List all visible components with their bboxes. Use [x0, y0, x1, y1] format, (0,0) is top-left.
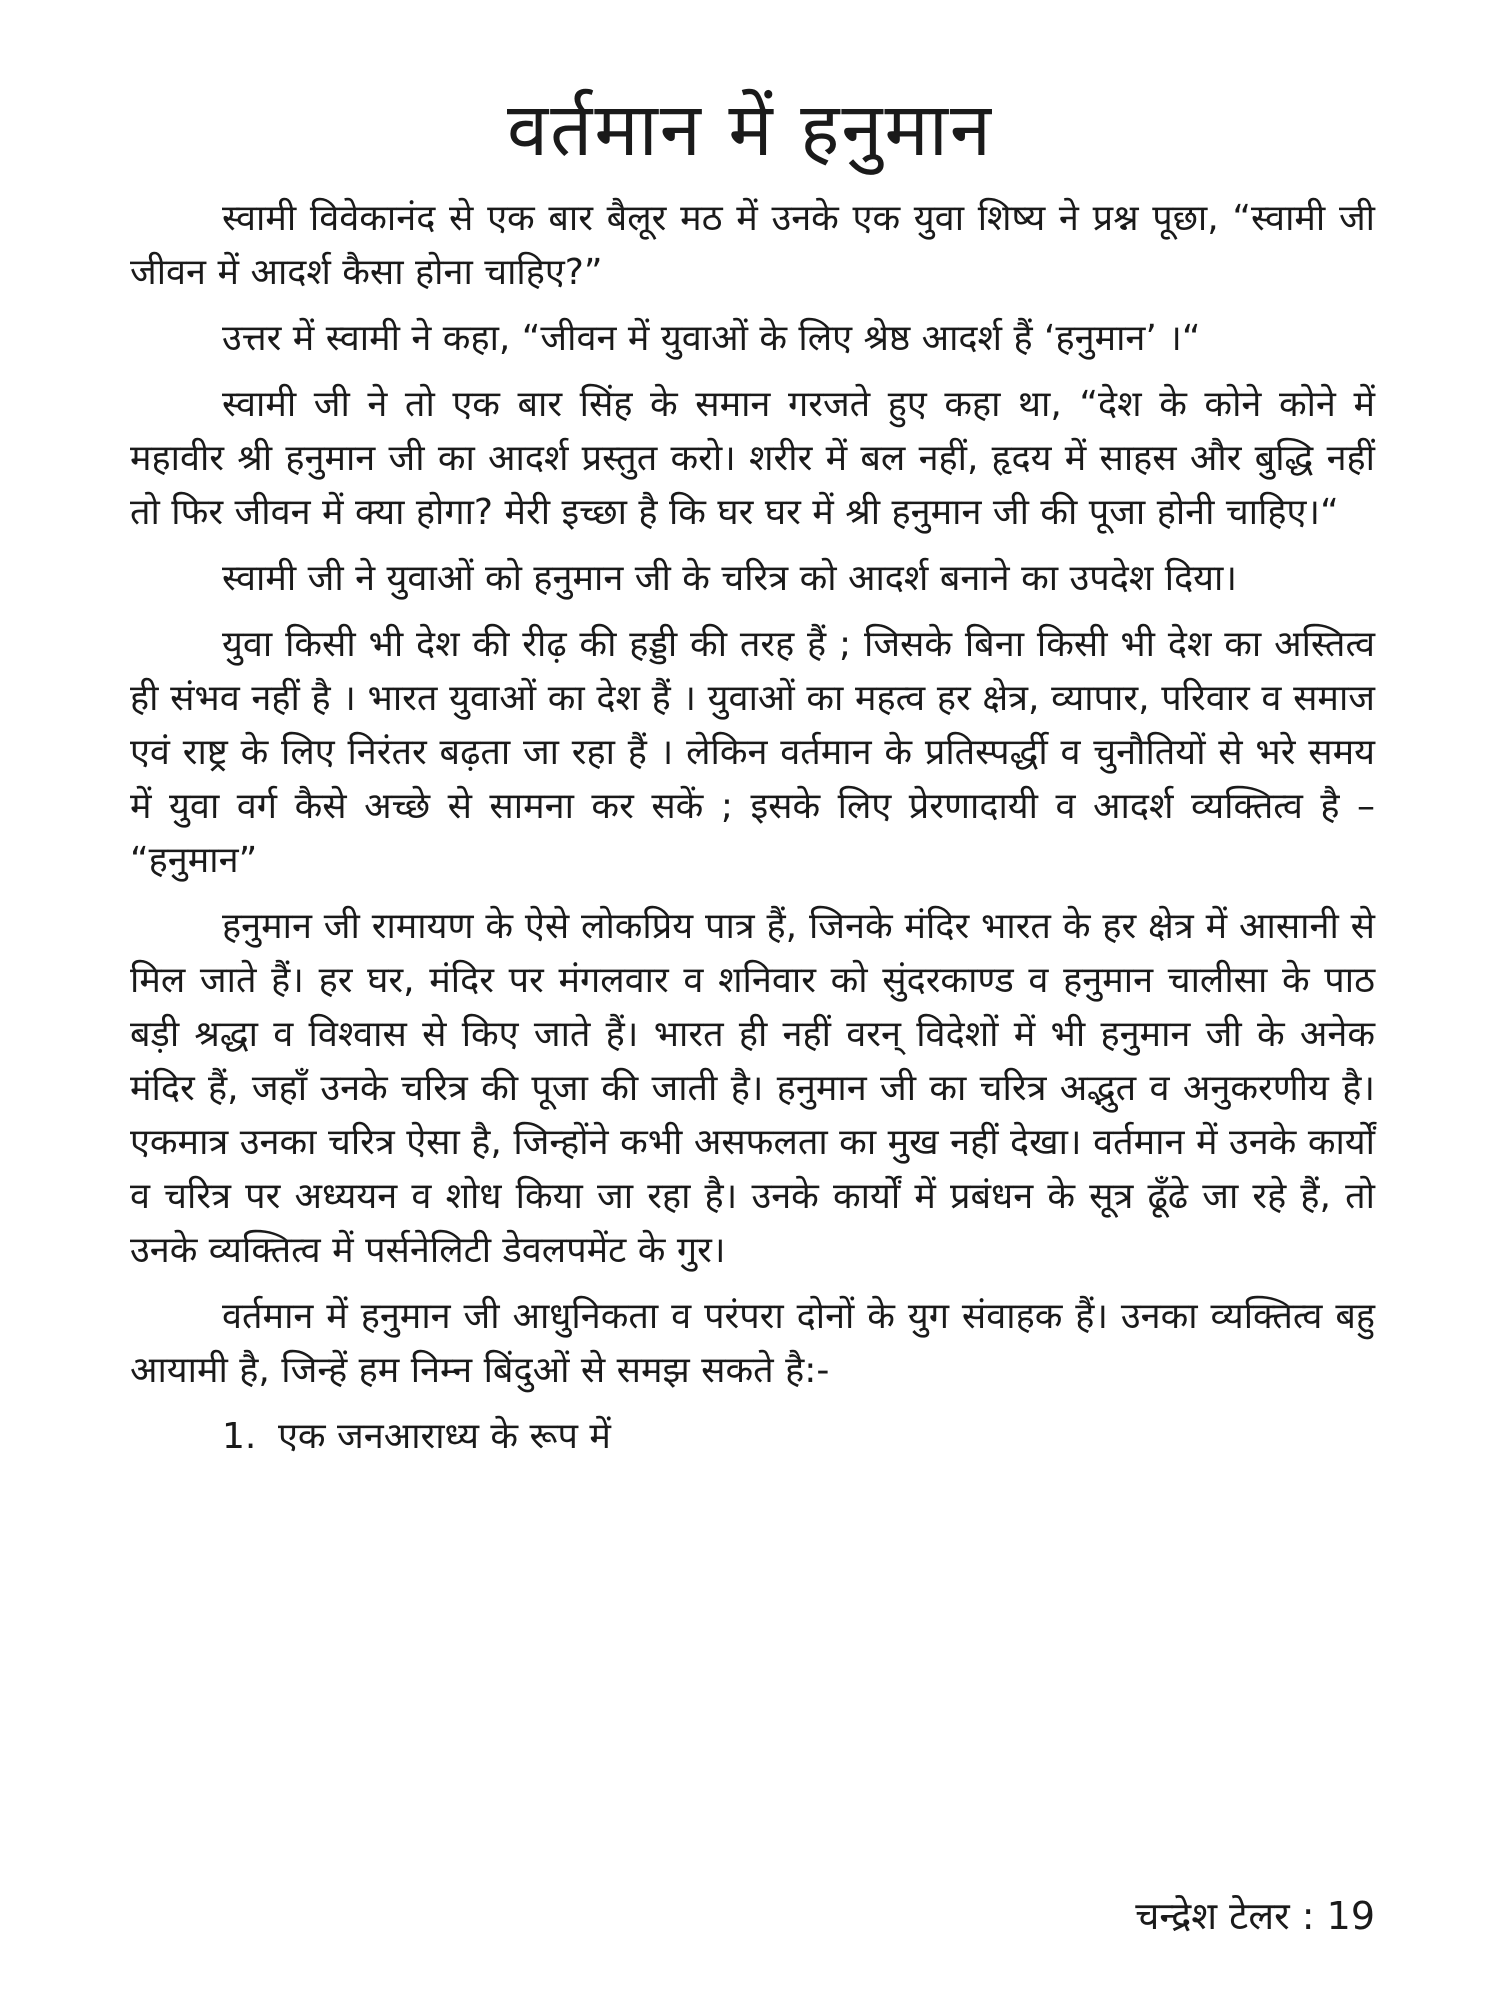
footer-separator: : [1301, 1894, 1315, 1938]
paragraph-1: स्वामी विवेकानंद से एक बार बैलूर मठ में उनके एक युवा शिष्य ने प्रश्न पूछा, “स्वामी जी जीवन में आदर्श कैसा होना चाहिए?” [130, 198, 1375, 293]
page-title: वर्तमान में हनुमान [507, 86, 993, 173]
page-footer [1135, 1894, 1375, 1940]
paragraph-3: स्वामी जी ने तो एक बार सिंह के समान गरजते हुए कहा था, “देश के कोने कोने में महावीर श्री हनुमान जी का आदर्श प्रस्तुत करो। शरीर में बल नहीं, हृदय में साहस और बुद्धि नहीं तो फिर जीवन में क्या होगा? मेरी इच्छा है कि घर घर में श्री हनुमान जी की पूजा होनी चाहिए।“ [130, 384, 1375, 533]
paragraph-7: वर्तमान में हनुमान जी आधुनिकता व परंपरा दोनों के युग संवाहक हैं। उनका व्यक्तित्व बहु आयामी है, जिन्हें हम निम्न बिंदुओं से समझ सकते है:- [130, 1296, 1375, 1391]
body-text [130, 192, 1375, 1464]
paragraph-4: स्वामी जी ने युवाओं को हनुमान जी के चरित्र को आदर्श बनाने का उपदेश दिया। [222, 558, 1238, 599]
paragraph-5: युवा किसी भी देश की रीढ़ की हड्डी की तरह हैं ; जिसके बिना किसी भी देश का अस्तित्व ही संभव नहीं है । भारत युवाओं का देश हैं । युवाओं का महत्व हर क्षेत्र, व्यापार, परिवार व समाज एवं राष्ट्र के लिए निरंतर बढ़ता जा रहा हैं । लेकिन वर्तमान के प्रतिस्पर्द्धी व चुनौतियों से भरे समय में युवा वर्ग कैसे अच्छे से सामना कर सकें ; इसके लिए प्रेरणादायी व आदर्श व्यक्तित्व है – “हनुमान” [130, 624, 1375, 881]
list-item-text: एक जनआराध्य के रूप में [278, 1416, 611, 1457]
paragraph-6: हनुमान जी रामायण के ऐसे लोकप्रिय पात्र हैं, जिनके मंदिर भारत के हर क्षेत्र में आसानी से मिल जाते हैं। हर घर, मंदिर पर मंगलवार व शनिवार को सुंदरकाण्ड व हनुमान चालीसा के पाठ बड़ी श्रद्धा व विश्वास से किए जाते हैं। भारत ही नहीं वरन् विदेशों में भी हनुमान जी के अनेक मंदिर हैं, जहाँ उनके चरित्र की पूजा की जाती है। हनुमान जी का चरित्र अद्भुत व अनुकरणीय है। एकमात्र उनका चरित्र ऐसा है, जिन्होंने कभी असफलता का मुख नहीं देखा। वर्तमान में उनके कार्यों व चरित्र पर अध्ययन व शोध किया जा रहा है। उनके कार्यों में प्रबंधन के सूत्र ढूँढे जा रहे हैं, तो उनके व्यक्तित्व में पर्सनेलिटी डेवलपमेंट के गुर। [130, 906, 1375, 1271]
page-number: 19 [1326, 1894, 1375, 1938]
list-item-number: 1. [222, 1416, 257, 1457]
author-name: चन्द्रेश टेलर [1135, 1894, 1290, 1938]
list-item [222, 1410, 1375, 1464]
paragraph-2: उत्तर में स्वामी ने कहा, “जीवन में युवाओं के लिए श्रेष्ठ आदर्श हैं ‘हनुमान’ ।“ [222, 318, 1201, 359]
